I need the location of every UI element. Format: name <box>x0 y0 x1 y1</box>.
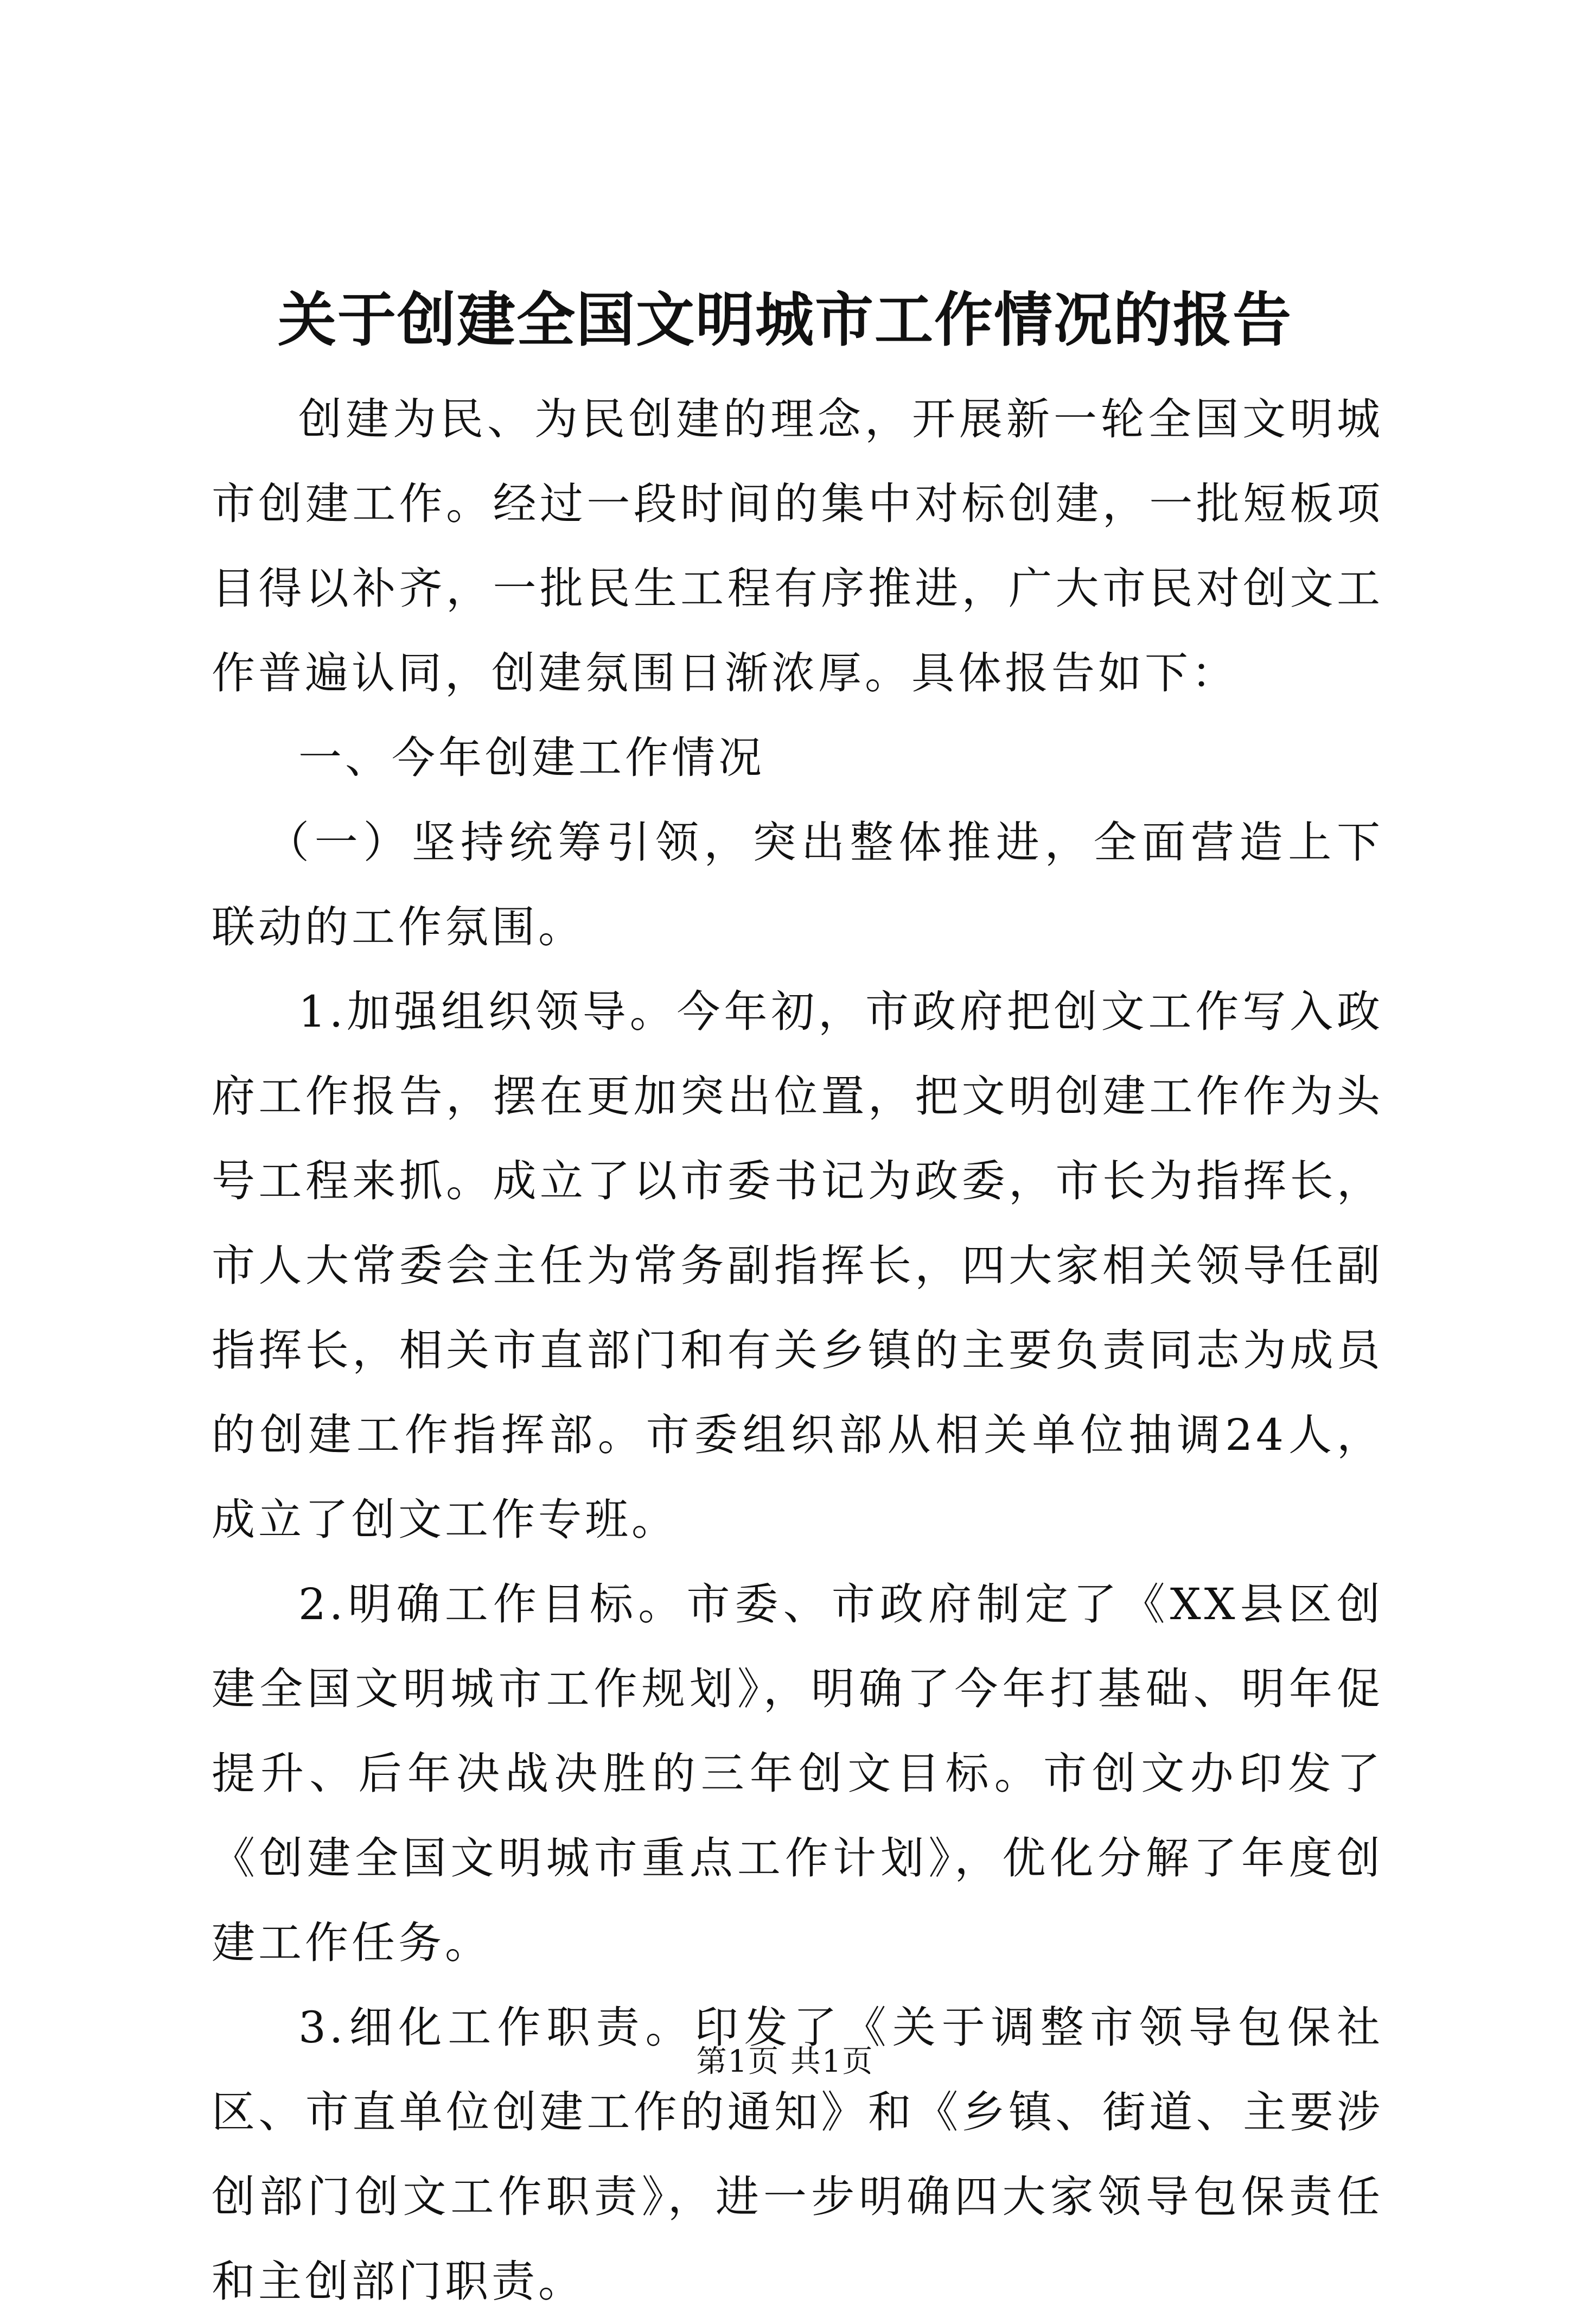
paragraph-item-1: 1.加强组织领导。今年初，市政府把创文工作写入政府工作报告，摆在更加突出位置，把文明创建工作作为头号工程来抓。成立了以市委书记为政委，市长为指挥长，市人大常委会主任为常务副指挥长，四大家相关领导任副指挥长，相关市直部门和有关乡镇的主要负责同志为成员的创建工作指挥部。市委组织部从相关单位抽调24人，成立了创文工作专班。 <box>212 986 1383 1545</box>
document-title: 关于创建全国文明城市工作情况的报告 <box>277 286 1292 354</box>
paragraph-item-3: 3.细化工作职责。印发了《关于调整市领导包保社区、市直单位创建工作的通知》和《乡镇、街道、主要涉创部门创文工作职责》，进一步明确四大家领导包保责任和主创部门职责。 <box>212 2002 1383 2307</box>
section-heading-1: 一、今年创建工作情况 <box>298 733 765 783</box>
subsection-heading-1: （一）坚持统筹引领，突出整体推进，全面营造上下联动的工作氛围。 <box>212 817 1383 952</box>
page-footer: 第1页 共1页 <box>696 2044 874 2079</box>
document-body <box>212 377 1383 2324</box>
paragraph-intro: 创建为民、为民创建的理念，开展新一轮全国文明城市创建工作。经过一段时间的集中对标创建，一批短板项目得以补齐，一批民生工程有序推进，广大市民对创文工作普遍认同，创建氛围日渐浓厚。具体报告如下： <box>212 394 1383 698</box>
paragraph-item-2: 2.明确工作目标。市委、市政府制定了《XX县区创建全国文明城市工作规划》，明确了今年打基础、明年促提升、后年决战决胜的三年创文目标。市创文办印发了《创建全国文明城市重点工作计划》，优化分解了年度创建工作任务。 <box>212 1579 1383 1968</box>
